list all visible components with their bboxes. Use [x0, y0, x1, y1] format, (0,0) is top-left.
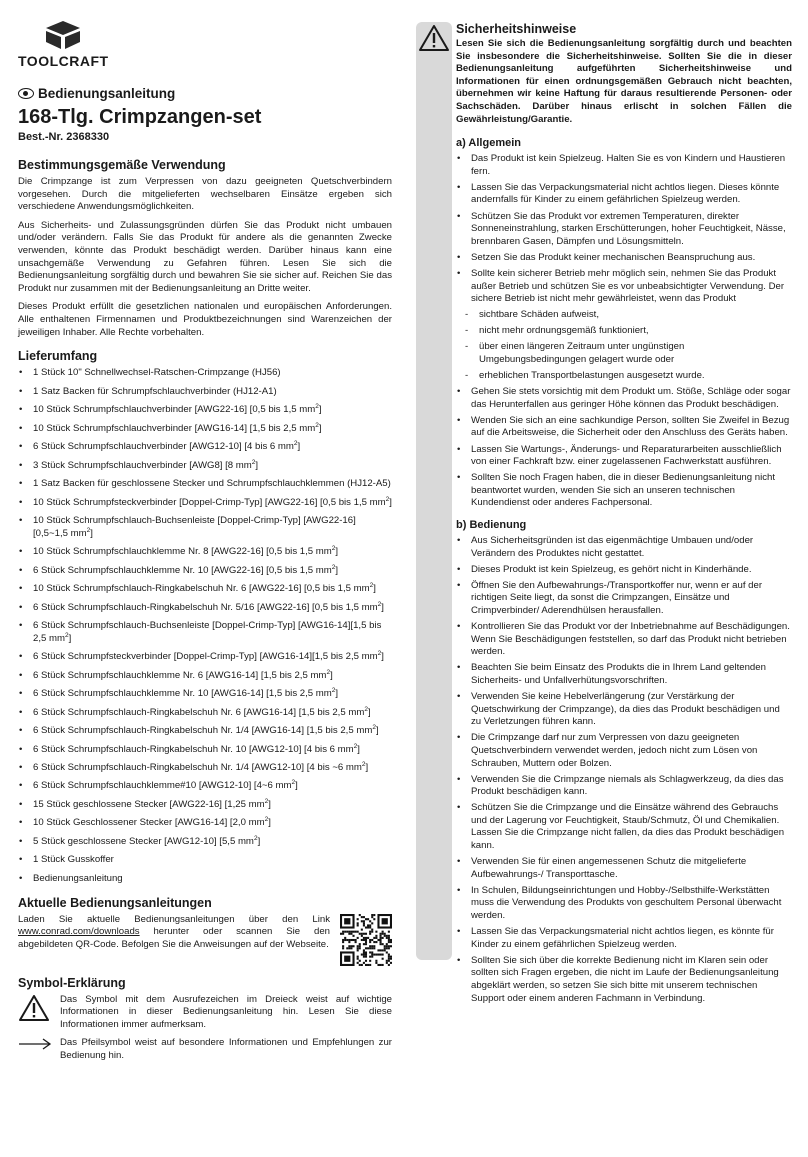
scope-item-text: 6 Stück Schrumpfschlauchklemme#10 [AWG12-10] [4~6 mm	[33, 780, 292, 792]
general-sub-item: - erheblichen Transportbelastungen ausgesetzt wurde.	[456, 370, 792, 383]
scope-item-text: 3 Stück Schrumpfschlauchverbinder [AWG8] [8 mm	[33, 459, 252, 471]
scope-item	[18, 854, 392, 867]
safety-intro: Lesen Sie sich die Bedienungsanleitung sorgfältig durch und beachten Sie insbesondere die Sicherheitshinweise. Sollten Sie die in dieser Bedienungsanleitung aufgeführten Sicherheitshinweise und Informationen für einen ordnungsgemäßen Gebrauch nicht beachten, übernehmen wir keine Haftung für daraus resultierende Personen- oder Sachschäden. Darüber hinaus erlischt in solchen Fällen die Gewährleistung/Garantie.	[456, 38, 792, 125]
scope-item	[18, 367, 392, 380]
scope-item-suffix: ]	[90, 527, 93, 539]
scope-item	[18, 688, 392, 701]
scope-item-sup: 2	[264, 797, 269, 805]
arrow-symbol-text: Das Pfeilsymbol weist auf besondere Informationen und Empfehlungen zur Bedienung hin.	[60, 1037, 392, 1061]
scope-item-suffix: ]	[68, 632, 72, 644]
purpose-paragraph: Dieses Produkt erfüllt die gesetzlichen nationalen und europäischen Anforderungen. Alle enthaltenen Firmennamen und Produktbezeichnungen sind Warenzeichen der jeweiligen Inhaber. Alle Rechte vorbehalten.	[18, 301, 392, 338]
manuals-text	[18, 914, 330, 960]
scope-item	[18, 423, 392, 436]
scope-item	[18, 744, 392, 757]
general-item: • Sollten Sie noch Fragen haben, die in dieser Bedienungsanleitung nicht beantwortet wurden, wenden Sie sich an unseren technischen Kundendienst oder anderes Fachpersonal.	[456, 472, 792, 510]
scope-item-sup: 2	[372, 723, 376, 731]
manuals-section	[18, 896, 392, 966]
symbols-heading: Symbol-Erklärung	[18, 975, 126, 990]
scope-item	[18, 441, 392, 454]
scope-item	[18, 670, 392, 683]
scope-item-sup: 2	[315, 421, 319, 429]
left-column	[18, 86, 392, 1068]
operation-heading: b) Bedienung	[456, 519, 527, 531]
scope-item-sup: 2	[361, 760, 366, 768]
general-item: • Wenden Sie sich an eine sachkundige Person, sollten Sie Zweifel in Bezug auf die Arbeitsweise, die Sicherheit oder den Anschluss des Geräts haben.	[456, 415, 792, 440]
scope-item-sup: 2	[385, 495, 390, 503]
scope-item-suffix: ]	[335, 688, 339, 700]
doc-type-label: Bedienungsanleitung	[38, 86, 176, 101]
scope-item	[18, 873, 392, 886]
scope-item-sup: 2	[331, 686, 336, 694]
scope-item-suffix: ]	[365, 762, 369, 773]
order-number: Best.-Nr. 2368330	[18, 131, 110, 143]
scope-item	[18, 478, 392, 491]
scope-item-text: Bedienungsanleitung	[33, 872, 123, 884]
scope-item-suffix: ]	[268, 798, 271, 810]
eye-icon	[18, 88, 34, 99]
manuals-text-after: herunter oder scannen Sie den abgebildeten QR-Code. Befolgen Sie die Anweisungen auf der Webseite.	[18, 926, 330, 950]
scope-item-text: 10 Stück Schrumpfschlauch-Ringkabelschuh Nr. 6 [AWG22-16] [0,5 bis 1,5 mm	[33, 583, 370, 595]
qr-code[interactable]	[340, 914, 392, 966]
scope-item-sup: 2	[65, 631, 69, 639]
scope-item	[18, 707, 392, 720]
operation-item: • Dieses Produkt ist kein Spielzeug, es gehört nicht in Kinderhände.	[456, 564, 792, 577]
scope-item-text: 6 Stück Schrumpfschlauch-Ringkabelschuh Nr. 5/16 [AWG22-16] [0,5 bis 1,5 mm	[33, 601, 378, 613]
general-sub-item: - sichtbare Schäden aufweist,	[456, 309, 792, 322]
scope-item-text: 6 Stück Schrumpfschlauch-Ringkabelschuh Nr. 1/4 [AWG16-14] [1,5 bis 2,5 mm	[33, 725, 373, 737]
symbols-section	[18, 976, 392, 1063]
scope-item-sup: 2	[326, 668, 331, 676]
scope-item	[18, 762, 392, 775]
operation-item: • Beachten Sie beim Einsatz des Produkts die in Ihrem Land geltenden Sicherheits- und Unfallverhütungsvorschriften.	[456, 662, 792, 687]
scope-item-suffix: ]	[318, 422, 322, 434]
scope-item	[18, 780, 392, 793]
operation-item: • Verwenden Sie keine Hebelverlängerung (zur Verstärkung der Quetschwirkung der Crimpzange), da dies das Produkt beschädigen und zu Verletzungen führen kann.	[456, 691, 792, 729]
scope-item-sup: 2	[331, 544, 336, 552]
scope-item-text: 1 Stück Gusskoffer	[33, 854, 114, 866]
operation-item: • Schützen Sie die Crimpzange und die Einsätze während des Gebrauchs und der Lagerung vor Feuchtigkeit, Staub/Schmutz, Öl und Chemikalien. Lassen Sie die Crimpzange nicht fallen, da dies das Produkt beschädigen kann.	[456, 802, 792, 852]
scope-item-suffix: ]	[381, 601, 384, 613]
scope-item-suffix: ]	[373, 583, 376, 595]
general-list-continued	[456, 386, 792, 510]
general-sub-item: - über einen längeren Zeitraum unter ungünstigen Umgebungsbedingungen gelagert wurde oder	[456, 341, 792, 366]
scope-item	[18, 799, 392, 812]
scope-item	[18, 817, 392, 830]
operation-item: • Die Crimpzange darf nur zum Verpressen von dazu geeigneten Quetschverbindern verwendet werden, jedoch nicht zum Lösen von Schrauben, Muttern oder Bolzen.	[456, 732, 792, 770]
general-item: • Setzen Sie das Produkt keiner mechanischen Beanspruchung aus.	[456, 252, 792, 265]
scope-item-text: 6 Stück Schrumpfschlauchklemme Nr. 10 [AWG16-14] [1,5 bis 2,5 mm	[33, 688, 332, 700]
scope-item-text: 6 Stück Schrumpfschlauchklemme Nr. 10 [AWG22-16] [0,5 bis 1,5 mm	[33, 564, 332, 576]
page-title: 168-Tlg. Crimpzangen-set	[18, 106, 262, 128]
operation-item: • Sollten Sie sich über die korrekte Bedienung nicht im Klaren sein oder sollten sich Fragen ergeben, die nicht im Laufe der Bedienungsanleitung abgeklärt werden, so setzen Sie sich bitte mit unserem technischen Support oder einem anderen Fachmann in Verbindung.	[456, 955, 792, 1005]
scope-item	[18, 546, 392, 559]
general-item: • Sollte kein sicherer Betrieb mehr möglich sein, nehmen Sie das Produkt außer Betrieb und schützen Sie es vor unbeabsichtigter Verwendung. Der sichere Betrieb ist nicht mehr gewährleistet, wenn das Produkt	[456, 268, 792, 306]
operation-item: • Aus Sicherheitsgründen ist das eigenmächtige Umbauen und/oder Verändern des Produktes nicht gestattet.	[456, 535, 792, 560]
scope-item-text: 6 Stück Schrumpfschlauchklemme Nr. 6 [AWG16-14] [1,5 bis 2,5 mm	[33, 669, 327, 681]
operation-item: • Verwenden Sie für einen angemessenen Schutz die mitgelieferte Aufbewahrungs-/ Transporttasche.	[456, 856, 792, 881]
scope-item-suffix: ]	[255, 459, 259, 471]
warning-symbol-text: Das Symbol mit dem Ausrufezeichen im Dreieck weist auf wichtige Informationen in dieser Bedienungsanleitung hin. Lesen Sie diese Informationen immer aufmerksam.	[60, 993, 392, 1030]
general-heading: a) Allgemein	[456, 137, 521, 150]
scope-item-sup: 2	[377, 600, 382, 608]
scope-item	[18, 515, 392, 540]
operation-list	[456, 535, 792, 1005]
scope-item-text: 1 Satz Backen für Schrumpfschlauchverbinder (HJ12-A1)	[33, 385, 277, 397]
scope-item-text: 5 Stück geschlossene Stecker [AWG12-10] [5,5 mm	[33, 835, 254, 847]
scope-item-sup: 2	[369, 581, 374, 589]
scope-item-suffix: ]	[381, 651, 384, 663]
scope-item-suffix: ]	[367, 706, 371, 718]
general-item: • Lassen Sie Wartungs-, Änderungs- und Reparaturarbeiten ausschließlich von einer Fachkraft bzw. einer zugelassenen Fachwerkstatt ausführen.	[456, 444, 792, 469]
scope-item-suffix: ]	[375, 725, 379, 737]
purpose-heading: Bestimmungsgemäße Verwendung	[18, 158, 226, 172]
scope-heading: Lieferumfang	[18, 349, 98, 364]
general-item: • Lassen Sie das Verpackungsmaterial nicht achtlos liegen. Dieses könnte andernfalls für Kinder zu einem gefährlichen Spielzeug werden.	[456, 182, 792, 207]
safety-heading: Sicherheitshinweise	[456, 22, 577, 36]
general-item: • Schützen Sie das Produkt vor extremen Temperaturen, direkter Sonneneinstrahlung, starken Erschütterungen, hoher Feuchtigkeit, Nässe, brennbaren Gasen, Dämpfen und Lösungsmitteln.	[456, 211, 792, 249]
warning-triangle-icon	[418, 24, 450, 52]
scope-item-sup: 2	[377, 649, 382, 657]
scope-item-text: 6 Stück Schrumpfschlauchverbinder [AWG12-10] [4 bis 6 mm	[33, 441, 294, 453]
scope-item	[18, 565, 392, 578]
scope-item	[18, 583, 392, 596]
operation-item: • In Schulen, Bildungseinrichtungen und Hobby-/Selbsthilfe-Werkstätten muss die Verwendung des Produkts von geschultem Personal überwacht werden.	[456, 885, 792, 923]
scope-item	[18, 620, 392, 645]
downloads-link[interactable]: www.conrad.com/downloads	[18, 926, 140, 938]
scope-item	[18, 836, 392, 849]
scope-item-sup: 2	[264, 816, 269, 824]
scope-item-sup: 2	[293, 439, 298, 447]
manuals-text-before: Laden Sie aktuelle Bedienungsanleitungen über den Link	[18, 913, 330, 925]
scope-item-sup: 2	[253, 834, 258, 842]
scope-item-text: 1 Satz Backen für geschlossene Stecker und Schrumpfschlauchklemmen (HJ12-A5)	[33, 478, 391, 490]
scope-item-suffix: ]	[318, 404, 322, 416]
scope-item-suffix: ]	[335, 546, 339, 558]
scope-item	[18, 460, 392, 473]
scope-item-text: 10 Stück Schrumpfschlauchverbinder [AWG22-16] [0,5 bis 1,5 mm	[33, 404, 316, 416]
scope-item-suffix: ]	[330, 669, 333, 681]
scope-item-sup: 2	[315, 402, 319, 410]
hexagon-cube-icon	[44, 20, 82, 50]
scope-item	[18, 602, 392, 615]
scope-item-suffix: ]	[268, 817, 271, 829]
purpose-section	[18, 158, 392, 339]
scope-item-sup: 2	[251, 458, 256, 466]
scope-item-text: 15 Stück geschlossene Stecker [AWG22-16] [1,25 mm	[33, 798, 265, 810]
warning-sidebar	[416, 22, 452, 960]
operation-item: • Verwenden Sie die Crimpzange niemals als Schlagwerkzeug, da dies das Produkt beschädigen kann.	[456, 774, 792, 799]
brand-logo	[18, 20, 108, 69]
arrow-icon	[18, 1038, 52, 1050]
scope-item	[18, 386, 392, 399]
scope-item-sup: 2	[364, 705, 368, 713]
brand-name: TOOLCRAFT	[18, 53, 109, 69]
operation-item: • Lassen Sie das Verpackungsmaterial nicht achtlos liegen, es könnte für Kinder zu einem gefährlichen Spielzeug werden.	[456, 926, 792, 951]
scope-item-text: 6 Stück Schrumpfschlauch-Buchsenleiste [Doppel-Crimp-Typ] [AWG16-14][1,5 bis 2,5 mm	[33, 620, 382, 644]
purpose-paragraph: Die Crimpzange ist zum Verpressen von dazu geeigneten Quetschverbindern vorgesehen. Durch die mitgelieferten wechselbaren Einsätze ergeben sich verschiedene Anwendungsmöglichkeiten.	[18, 176, 392, 213]
scope-item-sup: 2	[331, 563, 336, 571]
scope-section	[18, 349, 392, 885]
general-sub-item: - nicht mehr ordnungsgemäß funktioniert,	[456, 325, 792, 338]
scope-item-suffix: ]	[257, 835, 261, 847]
operation-item: • Kontrollieren Sie das Produkt vor der Inbetriebnahme auf Beschädigungen. Wenn Sie Beschädigungen feststellen, so darf das Produkt nicht betrieben werden.	[456, 621, 792, 659]
scope-item	[18, 404, 392, 417]
general-list	[456, 153, 792, 306]
scope-item-sup: 2	[291, 779, 296, 787]
manuals-heading: Aktuelle Bedienungsanleitungen	[18, 895, 212, 910]
scope-item-text: 6 Stück Schrumpfsteckverbinder [Doppel-Crimp-Typ] [AWG16-14][1,5 bis 2,5 mm	[33, 651, 378, 663]
general-item: • Gehen Sie stets vorsichtig mit dem Produkt um. Stöße, Schläge oder sogar das Herunterfallen aus geringer Höhe können das Produkt beschädigen.	[456, 386, 792, 411]
scope-item-text: 10 Stück Schrumpfschlauchverbinder [AWG16-14] [1,5 bis 2,5 mm	[33, 422, 316, 434]
scope-item-text: 10 Stück Schrumpfsteckverbinder [Doppel-Crimp-Typ] [AWG22-16] [0,5 bis 1,5 mm	[33, 496, 386, 508]
scope-list	[18, 367, 392, 885]
scope-item	[18, 497, 392, 510]
scope-item-text: 10 Stück Schrumpfschlauch-Buchsenleiste [Doppel-Crimp-Typ] [AWG22-16] [0,5~1,5 mm	[33, 515, 356, 539]
doc-type	[18, 86, 392, 101]
scope-item-sup: 2	[353, 742, 358, 750]
purpose-paragraph: Aus Sicherheits- und Zulassungsgründen dürfen Sie das Produkt nicht umbauen und/oder verändern. Falls Sie das Produkt für andere als die genannten Zwecke verwenden, könnte das Produkt beschädigt werden. Darüber hinaus kann eine unsachgemäße Verwendung zu Gefahren führen. Lesen Sie sich die Bedienungsanleitung sorgfältig durch und bewahren Sie sie sicher auf. Reichen Sie das Produkt nur zusammen mit der Bedienungsanleitung an Dritte weiter.	[18, 219, 392, 294]
scope-item-suffix: ]	[295, 780, 298, 792]
scope-item-suffix: ]	[389, 496, 392, 508]
scope-item-text: 6 Stück Schrumpfschlauch-Ringkabelschuh Nr. 10 [AWG12-10] [4 bis 6 mm	[33, 743, 354, 755]
scope-item-text: 1 Stück 10" Schnellwechsel-Ratschen-Crimpzange (HJ56)	[33, 367, 281, 379]
general-item: • Das Produkt ist kein Spielzeug. Halten Sie es von Kindern und Haustieren fern.	[456, 153, 792, 178]
right-column	[456, 22, 792, 1009]
scope-item-text: 6 Stück Schrumpfschlauch-Ringkabelschuh Nr. 1/4 [AWG12-10] [4 bis ~6 mm	[33, 762, 362, 773]
scope-item-text: 6 Stück Schrumpfschlauch-Ringkabelschuh Nr. 6 [AWG16-14] [1,5 bis 2,5 mm	[33, 706, 365, 718]
scope-item-suffix: ]	[335, 564, 339, 576]
scope-item	[18, 651, 392, 664]
warning-triangle-icon	[18, 994, 50, 1022]
scope-item-sup: 2	[86, 526, 91, 534]
scope-item-suffix: ]	[357, 743, 360, 755]
scope-item	[18, 725, 392, 738]
operation-item: • Öffnen Sie den Aufbewahrungs-/Transportkoffer nur, wenn er auf der richtigen Seite liegt, da sonst die Crimpzangen, Einsätze und Crimpverbinder/ Aderendhülsen herausfallen.	[456, 580, 792, 618]
scope-item-text: 10 Stück Geschlossener Stecker [AWG16-14] [2,0 mm	[33, 817, 265, 829]
scope-item-text: 10 Stück Schrumpfschlauchklemme Nr. 8 [AWG22-16] [0,5 bis 1,5 mm	[33, 546, 332, 558]
scope-item-suffix: ]	[297, 441, 301, 453]
general-sub-list	[456, 309, 792, 382]
